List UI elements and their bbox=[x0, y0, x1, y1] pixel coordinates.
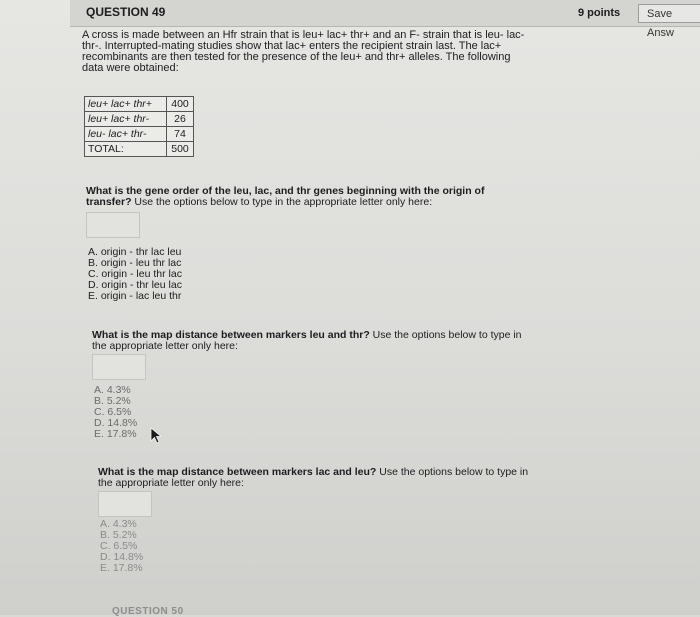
question-prompt-bold: What is the gene order of the leu, lac, and thr genes beginning with the origin of bbox=[86, 185, 485, 197]
option-text: C. 6.5% bbox=[100, 540, 138, 552]
option-text: D. 14.8% bbox=[100, 551, 144, 563]
option-text: B. 5.2% bbox=[94, 395, 131, 407]
leu-thr-distance-question bbox=[92, 330, 562, 352]
option-text: B. 5.2% bbox=[100, 529, 137, 541]
leu-thr-answer-field[interactable] bbox=[92, 354, 146, 380]
count-cell: 26 bbox=[167, 112, 194, 127]
mouse-pointer-icon bbox=[150, 427, 164, 445]
option-text: C. origin - leu thr lac bbox=[88, 268, 182, 280]
option-text: A. origin - thr lac leu bbox=[88, 246, 182, 258]
lac-leu-answer-field[interactable] bbox=[98, 491, 152, 517]
genotype-cell: leu- lac+ thr- bbox=[85, 127, 167, 142]
intro-line: recombinants are then tested for the presence of the leu+ and thr+ alleles. The following bbox=[82, 51, 511, 63]
option-text: C. 6.5% bbox=[94, 406, 132, 418]
question-prompt-text: the appropriate letter only here: bbox=[92, 340, 238, 352]
table-row bbox=[85, 142, 194, 157]
question-prompt-text: Use the options below to type in the appropriate letter only here: bbox=[131, 196, 433, 208]
table-row bbox=[85, 97, 194, 112]
option-text: D. 14.8% bbox=[94, 417, 138, 429]
table-row bbox=[85, 112, 194, 127]
count-cell: 74 bbox=[167, 127, 194, 142]
save-answer-button[interactable]: Save Answ bbox=[638, 4, 700, 23]
option-text: E. 17.8% bbox=[94, 428, 137, 440]
question-prompt-bold: transfer? bbox=[86, 196, 132, 208]
table-row bbox=[85, 127, 194, 142]
leu-thr-options bbox=[94, 385, 137, 440]
question-prompt-text: Use the options below to type in bbox=[376, 466, 529, 478]
next-question-title: QUESTION 50 bbox=[112, 606, 184, 617]
question-prompt-text: the appropriate letter only here: bbox=[98, 477, 244, 489]
lac-leu-options bbox=[100, 519, 143, 574]
intro-line: data were obtained: bbox=[82, 62, 179, 74]
option-text: E. 17.8% bbox=[100, 562, 143, 574]
total-label-cell: TOTAL: bbox=[85, 142, 167, 157]
option-text: E. origin - lac leu thr bbox=[88, 290, 182, 302]
option-text: A. 4.3% bbox=[100, 518, 137, 530]
question-prompt-text: Use the options below to type in bbox=[369, 329, 522, 341]
genotype-cell: leu+ lac+ thr- bbox=[85, 112, 167, 127]
count-cell: 400 bbox=[167, 97, 194, 112]
question-prompt-bold: What is the map distance between markers leu and thr? bbox=[92, 329, 370, 341]
cross-data-table bbox=[84, 96, 194, 157]
gene-order-question bbox=[86, 186, 556, 208]
option-text: B. origin - leu thr lac bbox=[88, 257, 182, 269]
lac-leu-distance-question bbox=[98, 467, 568, 489]
intro-line: A cross is made between an Hfr strain that is leu+ lac+ thr+ and an F- strain that is leu- lac- bbox=[82, 29, 525, 41]
intro-line: thr-. Interrupted-mating studies show that lac+ enters the recipient strain last. The lac+ bbox=[82, 40, 502, 52]
gene-order-answer-field[interactable] bbox=[86, 212, 140, 238]
option-text: A. 4.3% bbox=[94, 384, 131, 396]
option-text: D. origin - thr leu lac bbox=[88, 279, 182, 291]
question-title: QUESTION 49 bbox=[86, 5, 166, 19]
question-intro bbox=[82, 30, 562, 74]
gene-order-options bbox=[88, 247, 182, 302]
total-count-cell: 500 bbox=[167, 142, 194, 157]
question-prompt-bold: What is the map distance between markers lac and leu? bbox=[98, 466, 377, 478]
question-points: 9 points bbox=[578, 7, 621, 19]
genotype-cell: leu+ lac+ thr+ bbox=[85, 97, 167, 112]
